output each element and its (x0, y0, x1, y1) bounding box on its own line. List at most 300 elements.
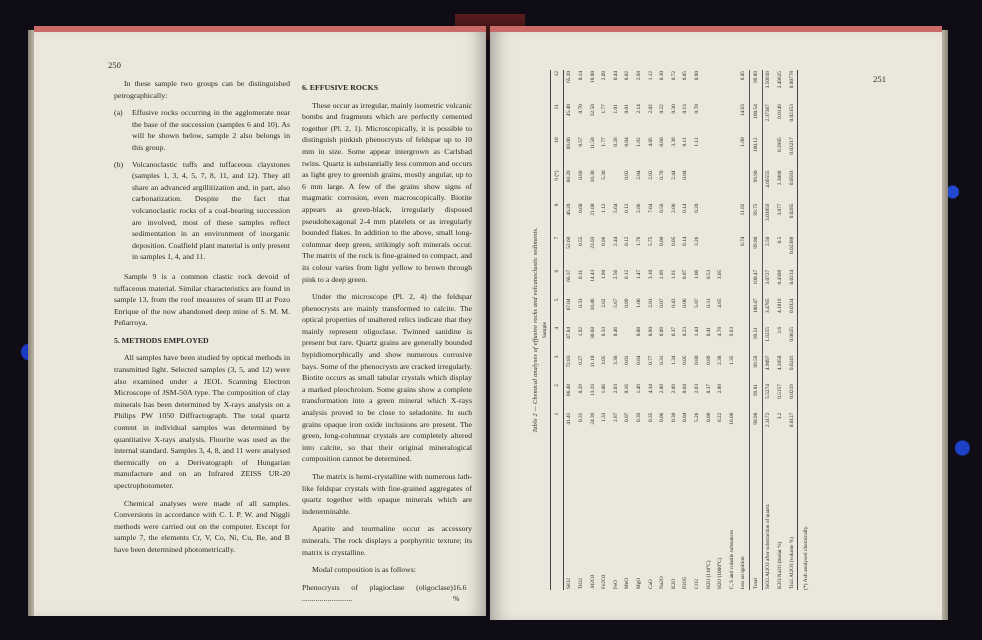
table-cell: 0.37 (705, 384, 712, 394)
table-cell: 5.75 (647, 236, 654, 247)
table-cell: 0.01 (624, 355, 631, 365)
table-cell (714, 236, 726, 269)
table-cell: SiO2 (566, 578, 573, 589)
table-cell: 0.0214 (786, 269, 798, 298)
right-column (302, 78, 472, 605)
column-header: 1 (551, 412, 564, 441)
table-cell: 3.05 (717, 269, 724, 280)
table-cell: 1.90 (601, 269, 608, 280)
table-cell: 0.53 (705, 269, 712, 280)
table-cell: 99.81 (750, 383, 763, 412)
table-cell: 2.98 (635, 71, 642, 81)
table-cell: 1.82 (635, 137, 642, 147)
table-row (738, 70, 750, 590)
table-cell: 2.03 (693, 384, 700, 394)
table-cell (703, 136, 715, 169)
table-cell: 0.31 (577, 412, 584, 422)
table-cell: 72.83 (566, 355, 573, 368)
table-cell: 0.84 (635, 355, 642, 365)
table-cell: 41.41 (566, 412, 573, 425)
table-cell: 67.04 (566, 298, 573, 311)
table-cell: 45.40 (566, 104, 573, 117)
table-cell: 0.22 (659, 104, 666, 114)
table-cell: 0.70 (577, 104, 584, 114)
table-cell: 65.20 (566, 71, 573, 83)
table-cell: 0.30 (659, 71, 666, 81)
table-cell: 0.31 (577, 269, 584, 280)
table-cell: CaO (647, 579, 654, 589)
table-cell: 0.0324 (786, 297, 798, 326)
column-header: 3 (551, 355, 564, 384)
table-cell: 2.38 (717, 355, 724, 365)
table-cell: 100.47 (750, 269, 763, 298)
table-cell: 1.92 (577, 326, 584, 337)
table-cell (726, 203, 738, 236)
table-cell: 0.60 (577, 203, 584, 213)
table-row (703, 70, 715, 590)
table-cell: 3.50939 (762, 70, 774, 103)
table-cell: 2.62 (601, 298, 608, 308)
table-cell: 2.86 (635, 203, 642, 213)
table-cell: 1.12 (601, 203, 608, 213)
table-cell: 0.56 (659, 203, 666, 213)
table-row (691, 70, 703, 590)
rotated-table (532, 70, 942, 590)
table-cell: 0.43 (670, 298, 677, 308)
paragraph: Modal composition is as follows: (312, 565, 416, 575)
table-cell: H2O (110°C) (705, 560, 712, 589)
table-cell: 14.63 (740, 104, 747, 117)
table-row (575, 70, 587, 590)
table-cell: C, S and volatile substances (728, 529, 735, 589)
table-cell: 66.48 (566, 384, 573, 397)
paragraph: These occur as irregular, mainly isometric volcanic bombs and fragments which are perfectly cemented together (Pl. 2, 1). Microscopically, it is possible to distinguish pinkish phenocrysts of feldspar up to 10 mm in size. Some appear intergrown as Carlsbad twins. Quartz is substantially less common and occurs as light grey to greenish grains, mostly angular, up to 6 mm large. A few of the grains show signs of magmatic corrosion, even macroscopically. Biotite appears as green-black, irregularly disposed pseudohexagonal 2-4 mm platelets or as irregularly bounded flakes. In addition to the above, small long-columnar deep green, strikingly soft minerals occur. The matrix of the rock is fine-grained to compact, and its colour varies from light yellow to brown through pink to a deep green. (302, 100, 472, 284)
table-cell: 21.00 (589, 203, 596, 216)
table-cell: 0.0625 (786, 326, 798, 355)
table-cell: 8.05 (740, 71, 747, 81)
column-header: 7 (551, 236, 564, 269)
table-cell: 10.30 (589, 170, 596, 183)
table-cell: 5.26 (693, 412, 700, 422)
table-cell: 0.12 (624, 203, 631, 213)
table-cell: CO2 (693, 578, 700, 589)
table-cell: 11.50 (589, 137, 596, 150)
table-cell: 0.28 (612, 137, 619, 147)
table-cell: 0.70 (659, 170, 666, 180)
table-cell: 0.07 (659, 298, 666, 308)
table-cell: 3.03859 (762, 203, 774, 236)
table-cell: 11.82 (740, 203, 747, 216)
table-cell: 0.30 (670, 104, 677, 114)
table-cell: 0.02153 (786, 103, 798, 136)
table-cell (703, 169, 715, 202)
table-cell: 0.0241 (786, 355, 798, 384)
section-heading: 6. EFFUSIVE ROCKS (302, 83, 379, 92)
table-cell: 14.43 (589, 269, 596, 282)
table-cell: 1.12 (693, 137, 700, 147)
table-cell: 4.1819 (777, 298, 784, 313)
table-cell: 3.077 (777, 203, 784, 216)
table-cell: 0.04 (682, 384, 689, 394)
table-cell: 1.49 (635, 384, 642, 394)
table-cell (738, 169, 750, 202)
table-cell: 0.0583 (786, 169, 798, 202)
table-cell: 0.05 (682, 355, 689, 365)
table-cell: 0.12 (624, 269, 631, 280)
table-cell: 0.72 (670, 71, 677, 81)
section-heading: 5. METHODS EMPLOYED (114, 335, 209, 345)
table-cell: 52.60 (566, 236, 573, 249)
table-row (668, 70, 680, 590)
table-cell: 2.3008 (777, 170, 784, 186)
table-row (622, 70, 634, 590)
table-cell: 0.5 (777, 236, 784, 244)
table-cell: 0.20 (693, 203, 700, 213)
table-cell: Fe2O3 (601, 574, 608, 589)
table-cell: 1.12 (647, 71, 654, 81)
table-row (610, 70, 622, 590)
modal-value: 16.6 % (452, 582, 467, 604)
column-header: 2 (551, 383, 564, 412)
table-row (726, 70, 738, 590)
table-cell: 4.05 (647, 137, 654, 147)
table-cell: 4.65 (717, 298, 724, 308)
column-header: 11 (551, 103, 564, 136)
table-cell: 3.4765 (762, 297, 774, 326)
table-row (563, 70, 575, 590)
table-cell: 0.04 (624, 137, 631, 147)
table-cell: 0.09 (624, 298, 631, 308)
table-cell: 2.44 (670, 170, 677, 180)
table-cell: 2.50 (762, 236, 774, 269)
table-cell: 2.44 (612, 236, 619, 247)
table-row (786, 70, 798, 590)
table-cell: K2O:Na2O (molar %) (777, 541, 784, 589)
table-cell: 0.12 (624, 236, 631, 247)
table-cell: 0.0127 (786, 412, 798, 441)
table-cell: 99.80 (750, 236, 763, 269)
table-cell (714, 169, 726, 202)
table-cell: 4.34 (647, 384, 654, 394)
table-cell (726, 297, 738, 326)
table-cell: 0.03217 (786, 136, 798, 169)
table-cell: 0.31 (659, 355, 666, 365)
table-cell (738, 326, 750, 355)
table-cell (714, 70, 726, 103)
table-cell (762, 136, 774, 169)
table-cell (738, 412, 750, 441)
table-cell: 5.5274 (762, 383, 774, 412)
table-header-row (551, 70, 564, 590)
table-cell: 5.30 (601, 170, 608, 180)
paragraph: Under the microscope (Pl. 2, 4) the feldspar phenocrysts are mainly transformed to calcite. The optical properties of unaltered relics indicate that they mainly represent oligoclase. Twinned sanidine is present but rare. Quartz grains are generally bounded hypidiomorphically and show numerous corrosive bays. Some of the phenocrysts are cracked irregularly. Biotite occurs as small tabular crystals which display a marked pleochroism. Some grains show a complete transformation into a green mineral which X-rays analysis proved to be close to seladonite. In such grains opaque iron oxide inclusions are present. The green, long-columnar crystals are completely altered into calcite, so that their original mineralogical composition cannot be determined. (302, 292, 472, 464)
table-cell: Al2O3 (589, 574, 596, 589)
table-cell: 2.1172 (762, 412, 774, 441)
table-cell: 0.23 (682, 326, 689, 337)
table-cell: 1.77 (601, 104, 608, 114)
column-header: 8 (551, 203, 564, 236)
column-header: 6 (551, 269, 564, 298)
table-cell: TiO2 (577, 578, 584, 589)
table-cell: 0.55 (577, 236, 584, 247)
table-cell: SiO2.Al2O3 after substraction of quartz (762, 440, 774, 590)
table-row (656, 70, 668, 590)
table-cell: 0.0219 (786, 383, 798, 412)
table-cell: 23.03 (589, 236, 596, 249)
table-row (750, 70, 763, 590)
table-cell (738, 269, 750, 298)
table-cell: 1.77 (601, 137, 608, 147)
table-cell: 0.4398 (777, 269, 784, 285)
right-page (490, 30, 942, 620)
table-cell: Total (750, 440, 763, 590)
column-header: 10 (551, 136, 564, 169)
table-cell (738, 297, 750, 326)
table-cell: MnO (624, 577, 631, 589)
table-cell: 24.39 (589, 412, 596, 425)
table-cell (703, 236, 715, 269)
table-cell: 1.76 (635, 236, 642, 247)
table-cell: 4.78 (717, 326, 724, 337)
table-cell: 3.26 (693, 236, 700, 247)
table-cell: 98.90 (750, 412, 763, 441)
table-cell: 0.5157 (777, 384, 784, 399)
table-cell: 0.35 (647, 412, 654, 422)
table-row (774, 70, 786, 590)
table-cell: 3.36 (612, 355, 619, 365)
column-header: 9 (*) (551, 169, 564, 202)
table-cell: 16.08 (728, 412, 735, 425)
table-cell: 13.19 (589, 384, 596, 397)
table-cell: 1.47 (635, 269, 642, 280)
table-cell: 8.74 (740, 236, 747, 247)
table-cell: 100.47 (750, 297, 763, 326)
table-cell: 0.33 (601, 326, 608, 337)
table-cell: 1.06 (601, 384, 608, 394)
table-cell (703, 70, 715, 103)
table-cell: 0.60 (577, 170, 584, 180)
table-cell (726, 136, 738, 169)
table-cell: Tio2.Al2O3 (volume %) (786, 440, 798, 590)
table-cell: MgO (635, 577, 642, 589)
table-cell: 0.44 (612, 71, 619, 81)
table-row (645, 70, 657, 590)
table-row (714, 70, 726, 590)
page-number: 251 (873, 74, 886, 84)
table-cell: 0.14 (682, 236, 689, 247)
table-cell: 6.22 (717, 412, 724, 422)
table-cell: 9.93 (728, 326, 735, 337)
table-cell: 0.90 (647, 326, 654, 337)
table-cell: 0.30 (670, 412, 677, 422)
table-cell: 3.38 (670, 137, 677, 147)
table-cell: 11.10 (589, 355, 596, 368)
table-cell: 30.68 (589, 326, 596, 339)
table-cell: 0.90 (693, 71, 700, 81)
table-cell: 0.60 (659, 137, 666, 147)
table-cell: loss on ignition (740, 556, 747, 589)
table-cell (714, 136, 726, 169)
table-cell: 1.9255 (762, 326, 774, 355)
table-cell: 1.01 (612, 104, 619, 114)
column-header: 12 (551, 70, 564, 103)
table-cell: 0.46 (612, 326, 619, 337)
table-cell: 99.59 (750, 355, 763, 384)
table-cell: 0.08 (705, 412, 712, 422)
table-cell: 69.00 (566, 137, 573, 150)
table-cell: 0.37 (670, 326, 677, 337)
table-cell: 7.64 (647, 203, 654, 213)
table-row (598, 70, 610, 590)
table-caption: Table 2 — Chemical analyses of effusive rocks and volcanoclastic sediments. (532, 227, 539, 433)
table-cell: 2.87 (612, 412, 619, 422)
table-cell: 99.75 (750, 203, 763, 236)
table-cell: 1.35 (728, 355, 735, 365)
table-cell: 2.37367 (762, 103, 774, 136)
table-cell: 0.13 (682, 104, 689, 114)
page-top-edge (34, 26, 486, 32)
paragraph: Sample 9 is a common clastic rock devoid of tuffaceous material. Similar characteristics are found in sample 13, from the roof measures of seam III at Pozo Enrique of the now abandoned deep mine of S. M. M. Peñarroya. (114, 271, 290, 328)
column-header: 4 (551, 326, 564, 355)
table-cell: 4.09555 (762, 169, 774, 202)
list-item: (b) Volcanoclastic tuffs and tuffaceous claystones (samples 1, 3, 4, 5, 7, 8, 11, and 12). They all share an advanced argillitization and, in part, also carbonatization. Despite the fact that volcanoclastic rocks of a coal-bearing succession are involved, most of these samples reflect sedimentation in an environment of inorganic deposition. Coalfield plant material is only present in samples 1, 4, and 11. (114, 159, 290, 262)
table-cell: 0.8149 (777, 104, 784, 119)
table-cell: 0.01 (624, 104, 631, 114)
chemical-analysis-table (550, 70, 798, 590)
table-cell: 1.91 (670, 269, 677, 280)
table-cell: 0.02 (624, 71, 631, 81)
page-stack-edge (942, 30, 948, 620)
table-cell: 4.9097 (762, 355, 774, 384)
table-cell: 0.14 (682, 203, 689, 213)
column-header (551, 440, 564, 590)
table-cell: 2.56 (612, 269, 619, 280)
table-cell: P2O5 (682, 576, 689, 589)
table-cell: 1.06 (635, 298, 642, 308)
table-cell (714, 103, 726, 136)
table-cell: 0.06 (659, 412, 666, 422)
table-cell: 0.09 (659, 326, 666, 337)
table-cell: 3.10 (647, 269, 654, 280)
paragraph: Chemical analyses were made of all samples. Conversions in accordance with C. I. P. W. and Niggli methods were carried out on the computer. Except for sample 7, the elements Cr, V, Co, Ni, Cu, Be, and B have been determined photometrically. (114, 498, 290, 554)
table-cell: 0.05 (682, 71, 689, 81)
table-cell (726, 70, 738, 103)
table-cell: 2.89 (659, 269, 666, 280)
table-cell: 2.6 (777, 326, 784, 334)
left-column (114, 78, 290, 562)
table-cell: 99.51 (750, 326, 763, 355)
table-cell: 0.04 (682, 412, 689, 422)
table-cell: 0.06 (682, 298, 689, 308)
table-cell: 1.33 (601, 412, 608, 422)
table-cell: 0.3905 (777, 137, 784, 152)
table-cell (691, 169, 703, 202)
table-cell: 3.2 (777, 412, 784, 420)
table-cell: 18.00 (589, 71, 596, 83)
table-cell: 0.07 (624, 412, 631, 422)
table-cell: 10.46 (589, 298, 596, 311)
table-cell (738, 383, 750, 412)
table-cell: 68.20 (566, 170, 573, 183)
table-cell: 0.08 (635, 326, 642, 337)
table-cell: 0.14 (577, 71, 584, 81)
table-cell (703, 103, 715, 136)
table-cell: 0.04 (682, 170, 689, 180)
table-cell: Na2O (659, 576, 666, 589)
table-cell (703, 203, 715, 236)
page-top-edge (490, 26, 942, 32)
table-cell: 0.05 (670, 236, 677, 247)
table-cell: 1.80 (740, 137, 747, 147)
paragraph: All samples have been studied by optical methods in transmitted light. Selected samples (3, 5, and 12) were also examined under a JEOL Scanning Electron Microscope of JSM-50A type. The composition of clay minerals has been determined by X-rays analysis on a Philips PW 1050 Diffractograph. The total quartz content in individual samples was determined by quantitative X-rays analysis. Fluorite was used as the internal standard. Samples 3, 4, 8, and 11 were analysed thermically on a Derivatograph of Hungarian manufacture and on an Infrared ZEISS UR-20 spectrophotometer. (114, 353, 290, 490)
column-header: 5 (551, 297, 564, 326)
table-cell: 4.2058 (777, 355, 784, 371)
table-cell: 0.39 (635, 412, 642, 422)
table-cell: 0.11 (682, 137, 689, 147)
paragraph: The matrix is hemi-crystalline with numerous lath-like feldspar crystals with fine-grained aggregates of quartz together with opaque minerals which are indeterminable. (302, 472, 472, 516)
table-cell: 0.29 (577, 384, 584, 394)
table-cell: 0.41 (705, 326, 712, 337)
paragraph: Apatite and tourmaline occur as accessory minerals. The rock displays a porphyritic texture; its matrix is crystalline. (302, 524, 472, 557)
table-cell (610, 169, 622, 202)
table-cell: 100.12 (750, 136, 763, 169)
table-cell: 3.0727 (762, 269, 774, 298)
table-cell: 3.05 (601, 355, 608, 365)
modal-composition-row: Phenocrysts of plagioclase (oligoclase) .......................... 16.6 % (302, 582, 472, 605)
table-cell: 0.00778 (786, 70, 798, 103)
table-cell: 2.49625 (777, 71, 784, 89)
table-cell: 0.00 (659, 236, 666, 247)
table-cell: H2O (1000°C) (717, 557, 724, 589)
table-cell: 46.20 (566, 203, 573, 216)
table-row (633, 70, 645, 590)
table-cell: 1.06 (693, 269, 700, 280)
table-cell (738, 355, 750, 384)
table-cell: 0.0285 (786, 203, 798, 236)
table-cell: 2.04 (635, 170, 642, 180)
table-row (587, 70, 599, 590)
table-cell: 66.37 (566, 269, 573, 282)
table-cell: 2.09 (670, 384, 677, 394)
table-cell (726, 269, 738, 298)
table-cell (726, 383, 738, 412)
table-cell: 2.09 (601, 71, 608, 81)
table-cell: 0.80 (693, 355, 700, 365)
table-sample-header: Sample (542, 321, 548, 339)
table-cell: 0.70 (693, 104, 700, 114)
table-cell: 1.44 (693, 326, 700, 337)
table-cell (726, 169, 738, 202)
list-item: (a) Effusive rocks occurring in the agglomerate near the base of the succession (samples 6 and 10). As will be shown below, sample 2 also belongs in this group. (114, 108, 290, 152)
table-cell: 2.03 (612, 384, 619, 394)
table-cell (714, 203, 726, 236)
table-cell: 0.77 (647, 355, 654, 365)
table-cell: 0.16 (624, 384, 631, 394)
table-cell: 2.88 (717, 384, 724, 394)
table-cell: 2.88 (659, 384, 666, 394)
page-stack-edge (28, 30, 34, 616)
table-cell: 1.34 (670, 355, 677, 365)
table-cell: 0.33 (577, 298, 584, 308)
table-cell: 0.96 (601, 236, 608, 247)
table-cell: 5.64 (612, 203, 619, 213)
table-cell: 99.89 (750, 70, 763, 103)
table-cell: 0.89 (705, 355, 712, 365)
table-cell: 0.07 (682, 269, 689, 280)
table-cell: 0.31 (705, 298, 712, 308)
table-cell: FeO (612, 579, 619, 589)
table-cell: 2.00 (670, 203, 677, 213)
